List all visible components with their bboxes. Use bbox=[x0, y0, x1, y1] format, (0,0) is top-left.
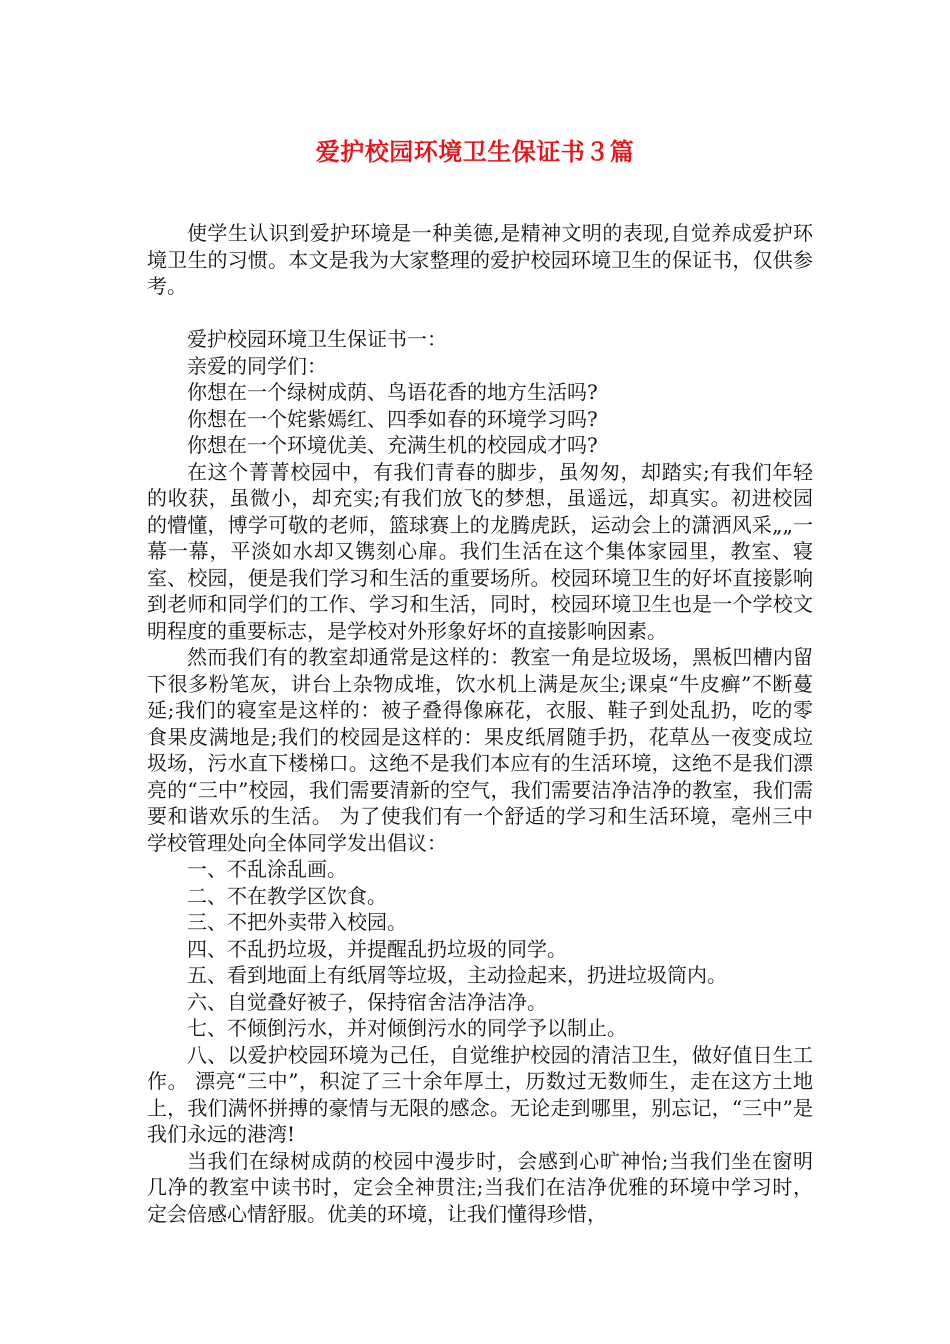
body-paragraph: 你想在一个绿树成荫、鸟语花香的地方生活吗? bbox=[187, 380, 598, 404]
document-title: 爱护校园环境卫生保证书３篇 bbox=[315, 138, 635, 166]
list-item: 六、自觉叠好被子，保持宿舍洁净洁净。 bbox=[187, 989, 547, 1014]
salutation: 亲爱的同学们： bbox=[187, 353, 327, 378]
list-item: 三、不把外卖带入校园。 bbox=[187, 910, 407, 934]
intro-paragraph: 使学生认识到爱护环境是一种美德,是精神文明的表现,自觉养成爱护环境卫生的习惯。本文是我为大家整理的爱护校园环境卫生的保证书，仅供参考。 bbox=[147, 221, 813, 298]
list-item: 四、不乱扔垃圾，并提醒乱扔垃圾的同学。 bbox=[187, 936, 567, 961]
list-item: 七、不倾倒污水，并对倾倒污水的同学予以制止。 bbox=[187, 1016, 627, 1040]
list-item: 八、以爱护校园环境为己任，自觉维护校园的清洁卫生，做好值日生工作。 漂亮“三中”，积淀了三十余年厚土，历数过无数师生，走在这方土地上，我们满怀拼搏的豪情与无限的感念。无论走到哪里，别忘记，“三中”是我们永远的港湾! bbox=[147, 1042, 813, 1146]
section-heading: 爱护校园环境卫生保证书一： bbox=[187, 327, 447, 351]
body-paragraph: 当我们在绿树成荫的校园中漫步时，会感到心旷神怡;当我们坐在窗明几净的教室中读书时，定会全神贯注;当我们在洁净优雅的环境中学习时，定会倍感心情舒服。优美的环境，让我们懂得珍惜， bbox=[147, 1148, 813, 1226]
body-paragraph: 然而我们有的教室却通常是这样的：教室一角是垃圾场，黑板凹槽内留下很多粉笔灰，讲台上杂物成堆，饮水机上满是灰尘;课桌“牛皮癣”不断蔓延;我们的寝室是这样的：被子叠得像麻花，衣服、鞋子到处乱扔，吃的零食果皮满地是;我们的校园是这样的：果皮纸屑随手扔，花草丛一夜变成垃圾场，污水直下楼梯口。这绝不是我们本应有的生活环境，这绝不是我们漂亮的“三中”校园，我们需要清新的空气，我们需要洁净洁净的教室，我们需要和谐欢乐的生活。 为了使我们有一个舒适的学习和生活环境，亳州三中学校管理处向全体同学发出倡议： bbox=[147, 645, 813, 855]
document-body bbox=[147, 220, 813, 1227]
body-paragraph: 你想在一个姹紫嫣红、四季如春的环境学习吗? bbox=[187, 406, 598, 431]
list-item: 二、不在教学区饮食。 bbox=[187, 883, 387, 908]
body-paragraph: 在这个菁菁校园中，有我们青春的脚步，虽匆匆，却踏实;有我们年轻的收获，虽微小，却充实;有我们放飞的梦想，虽遥远，却真实。初进校园的懵懂，博学可敬的老师，篮球赛上的龙腾虎跃，运动会上的潇洒风采„„一幕一幕，平淡如水却又镌刻心扉。我们生活在这个集体家园里，教室、寝室、校园，便是我们学习和生活的重要场所。校园环境卫生的好坏直接影响到老师和同学们的工作、学习和生活，同时，校园环境卫生也是一个学校文明程度的重要标志，是学校对外形象好坏的直接影响因素。 bbox=[147, 459, 813, 643]
list-item: 一、不乱涂乱画。 bbox=[187, 857, 347, 881]
body-paragraph: 你想在一个环境优美、充满生机的校园成才吗? bbox=[187, 433, 598, 457]
list-item: 五、看到地面上有纸屑等垃圾，主动捡起来，扔进垃圾筒内。 bbox=[187, 963, 727, 987]
paragraph-spacer bbox=[147, 300, 813, 327]
